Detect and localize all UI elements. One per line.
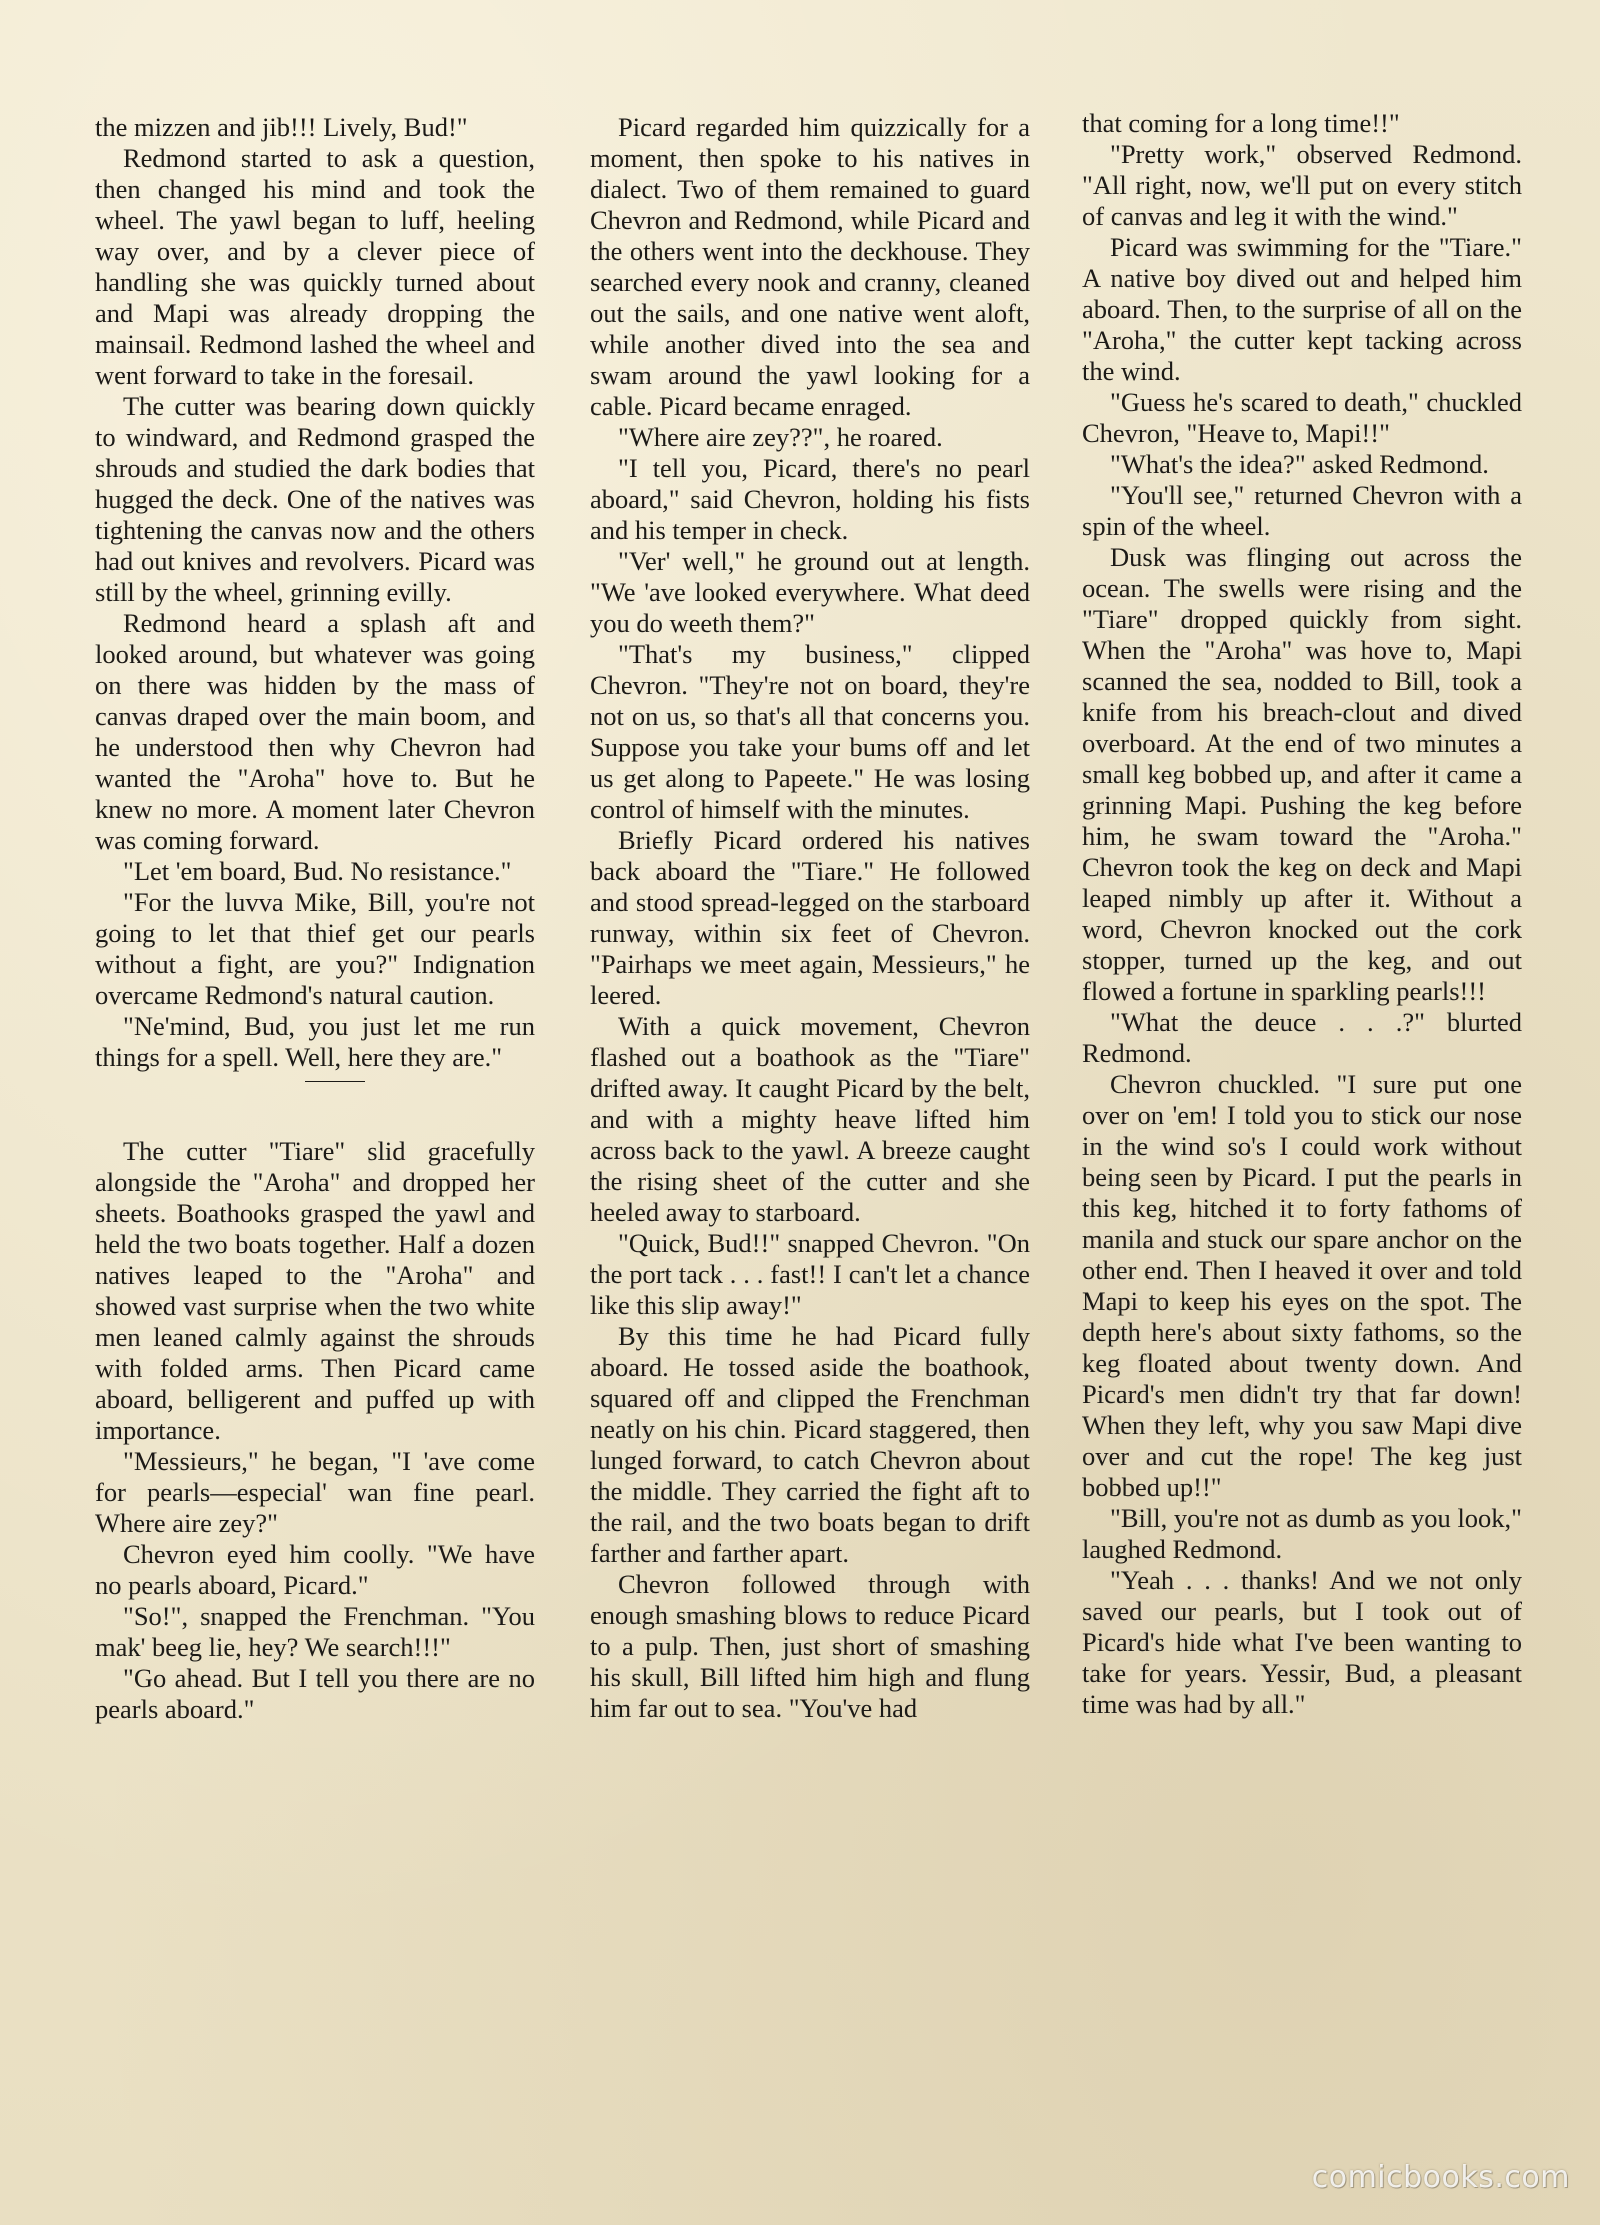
text-column-3 [1082, 108, 1522, 1720]
paragraph: Chevron chuckled. "I sure put one over on 'em! I told you to stick our nose in the wind so's I could work without being seen by Picard. I put the pearls in this keg, hitched it to forty fathoms of manila and stuck our spare anchor on the other end. Then I heaved it over and told Mapi to keep his eyes on the spot. The depth here's about sixty fathoms, so the keg floated about twenty down. And Picard's men didn't try that far down! When they left, why you saw Mapi dive over and cut the rope! The keg just bobbed up!!" [1082, 1069, 1522, 1502]
paragraph: "Ne'mind, Bud, you just let me run things for a spell. Well, here they are." [95, 1011, 535, 1072]
paragraph: "For the luvva Mike, Bill, you're not going to let that thief get our pearls without a fight, are you?" Indignation overcame Redmond's natural caution. [95, 887, 535, 1010]
paragraph: "Pretty work," observed Redmond. "All right, now, we'll put on every stitch of canvas and leg it with the wind." [1082, 139, 1522, 231]
paragraph: Redmond heard a splash aft and looked around, but whatever was going on there was hidden by the mass of canvas draped over the main boom, and he understood then why Chevron had wanted the "Aroha" hove to. But he knew no more. A moment later Chevron was coming forward. [95, 608, 535, 855]
paragraph: "So!", snapped the Frenchman. "You mak' beeg lie, hey? We search!!!" [95, 1601, 535, 1662]
paragraph: "Yeah . . . thanks! And we not only saved our pearls, but I took out of Picard's hide what I've been wanting to take for years. Yessir, Bud, a pleasant time was had by all." [1082, 1565, 1522, 1719]
paragraph: The cutter "Tiare" slid gracefully alongside the "Aroha" and dropped her sheets. Boathooks grasped the yawl and held the two boats together. Half a dozen natives leaped to the "Aroha" and showed vast surprise when the two white men leaned calmly against the shrouds with folded arms. Then Picard came aboard, belligerent and puffed up with importance. [95, 1136, 535, 1445]
watermark: comicbooks.com [1311, 2160, 1570, 2195]
paragraph: The cutter was bearing down quickly to windward, and Redmond grasped the shrouds and studied the dark bodies that hugged the deck. One of the natives was tightening the canvas now and the others had out knives and revolvers. Picard was still by the wheel, grinning evilly. [95, 391, 535, 607]
paragraph: Redmond started to ask a question, then changed his mind and took the wheel. The yawl began to luff, heeling way over, and by a clever piece of handling she was quickly turned about and Mapi was already dropping the mainsail. Redmond lashed the wheel and went forward to take in the foresail. [95, 143, 535, 390]
paragraph: Picard regarded him quizzically for a moment, then spoke to his natives in dialect. Two of them remained to guard Chevron and Redmond, while Picard and the others went into the deckhouse. They searched every nook and cranny, cleaned out the sails, and one native went aloft, while another dived into the sea and swam around the yawl looking for a cable. Picard became enraged. [590, 112, 1030, 421]
paragraph: "What the deuce . . .?" blurted Redmond. [1082, 1007, 1522, 1068]
paragraph: Briefly Picard ordered his natives back aboard the "Tiare." He followed and stood spread-legged on the starboard runway, within six feet of Chevron. "Pairhaps we meet again, Messieurs," he leered. [590, 825, 1030, 1010]
text-column-2 [590, 112, 1030, 1724]
paragraph: "Bill, you're not as dumb as you look," laughed Redmond. [1082, 1503, 1522, 1564]
paragraph: "Ver' well," he ground out at length. "We 'ave looked everywhere. What deed you do weeth them?" [590, 546, 1030, 638]
paragraph: "What's the idea?" asked Redmond. [1110, 449, 1489, 479]
paragraph: the mizzen and jib!!! Lively, Bud!" [95, 112, 468, 142]
paragraph: "Guess he's scared to death," chuckled Chevron, "Heave to, Mapi!!" [1082, 387, 1522, 448]
paragraph: Dusk was flinging out across the ocean. The swells were rising and the "Tiare" dropped quickly from sight. When the "Aroha" was hove to, Mapi scanned the sea, nodded to Bill, took a knife from his breach-clout and dived overboard. At the end of two minutes a small keg bobbed up, and after it came a grinning Mapi. Pushing the keg before him, he swam toward the "Aroha." Chevron took the keg on deck and Mapi leaped nimbly up after it. Without a word, Chevron knocked out the cork stopper, turned up the keg, and out flowed a fortune in sparkling pearls!!! [1082, 542, 1522, 1006]
paragraph: Chevron eyed him coolly. "We have no pearls aboard, Picard." [95, 1539, 535, 1600]
paragraph: "You'll see," returned Chevron with a spin of the wheel. [1082, 480, 1522, 541]
paragraph: Picard was swimming for the "Tiare." A native boy dived out and helped him aboard. Then, to the surprise of all on the "Aroha," the cutter kept tacking across the wind. [1082, 232, 1522, 386]
paragraph: Chevron followed through with enough smashing blows to reduce Picard to a pulp. Then, just short of smashing his skull, Bill lifted him high and flung him far out to sea. "You've had [590, 1569, 1030, 1723]
paragraph: that coming for a long time!!" [1082, 108, 1400, 138]
paragraph: With a quick movement, Chevron flashed out a boathook as the "Tiare" drifted away. It caught Picard by the belt, and with a mighty heave lifted him across back to the yawl. A breeze caught the rising sheet of the cutter and she heeled away to starboard. [590, 1011, 1030, 1227]
paragraph: "That's my business," clipped Chevron. "They're not on board, they're not on us, so that's all that concerns you. Suppose you take your bums off and let us get along to Papeete." He was losing control of himself with the minutes. [590, 639, 1030, 824]
paragraph: "I tell you, Picard, there's no pearl aboard," said Chevron, holding his fists and his temper in check. [590, 453, 1030, 545]
text-column-1 [95, 112, 535, 1725]
paragraph: "Go ahead. But I tell you there are no pearls aboard." [95, 1663, 535, 1724]
paragraph: "Messieurs," he began, "I 'ave come for pearls—especial' wan fine pearl. Where aire zey?" [95, 1446, 535, 1538]
paragraph: By this time he had Picard fully aboard. He tossed aside the boathook, squared off and clipped the Frenchman neatly on his chin. Picard staggered, then lunged forward, to catch Chevron about the middle. They carried the fight aft to the rail, and the two boats began to drift farther and farther apart. [590, 1321, 1030, 1568]
paragraph: "Where aire zey??", he roared. [618, 422, 943, 452]
section-divider [305, 1081, 365, 1082]
paragraph: "Quick, Bud!!" snapped Chevron. "On the port tack . . . fast!! I can't let a chance like this slip away!" [590, 1228, 1030, 1320]
paragraph: "Let 'em board, Bud. No resistance." [123, 856, 512, 886]
